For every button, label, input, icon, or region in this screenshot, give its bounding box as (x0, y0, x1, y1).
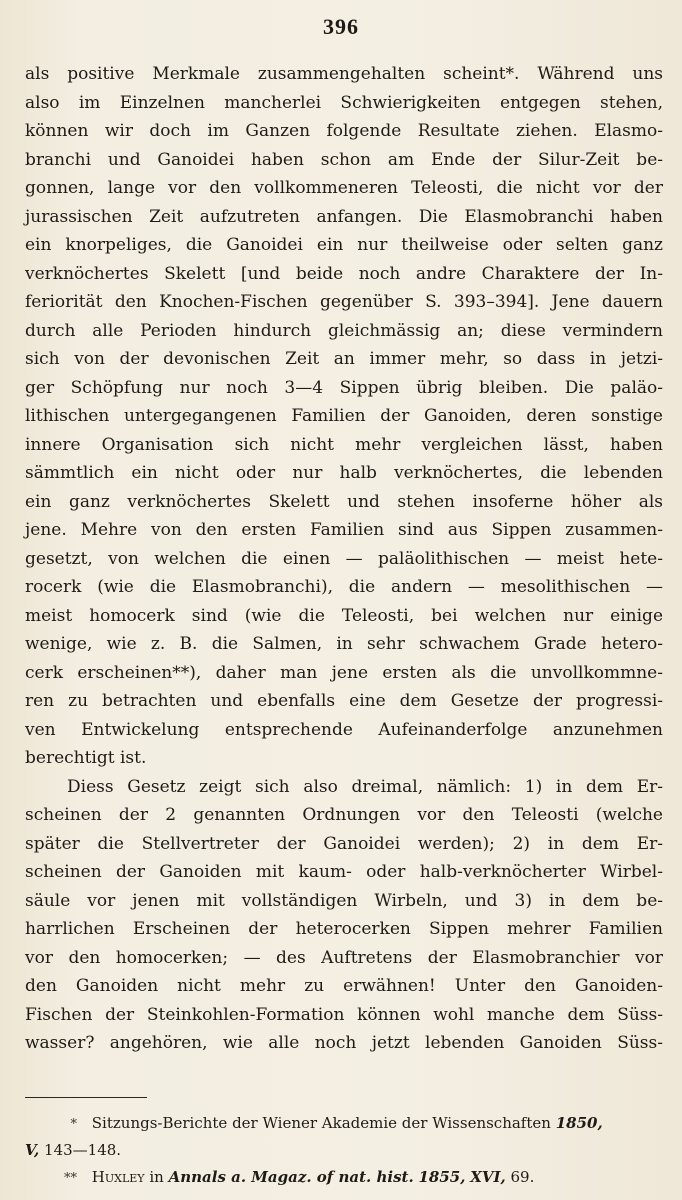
text-line: als positive Merkmale zusammengehalten scheint*. Während uns (25, 64, 663, 84)
text-line: lithischen untergegangenen Familien der Ganoiden, deren sonstige (25, 406, 663, 426)
footnote-1 (25, 1110, 663, 1137)
text-line: vor den homocerken; — des Auftretens der Elasmobranchier vor (25, 947, 663, 968)
footnote-in: in (149, 1168, 164, 1186)
text-line: ger Schöpfung nur noch 3—4 Sippen übrig bleiben. Die paläo- (25, 377, 663, 398)
footnote-journal: Annals a. Magaz. of nat. hist. (168, 1168, 414, 1186)
body-text (25, 60, 663, 1058)
footnote-author: Huxley (91, 1168, 145, 1186)
text-line: ein knorpeliges, die Ganoidei ein nur theilweise oder selten ganz (25, 235, 663, 255)
text-line: ren zu betrachten und ebenfalls eine dem Gesetze der progressi- (25, 691, 663, 711)
text-line: also im Einzelnen mancherlei Schwierigkeiten entgegen stehen, (25, 92, 663, 113)
footnote-text: Sitzungs-Berichte der Wiener Akademie der Wissenschaften (91, 1114, 551, 1132)
text-line: harrlichen Erscheinen der heterocerken Sippen mehrer Familien (25, 919, 663, 939)
text-line: scheinen der Ganoiden mit kaum- oder halb-verknöcherter Wirbel- (25, 862, 663, 882)
text-line: innere Organisation sich nicht mehr vergleichen lässt, haben (25, 434, 663, 455)
text-line: durch alle Perioden hindurch gleichmässig an; diese vermindern (25, 320, 663, 341)
page-number: 396 (323, 14, 359, 39)
text-line: scheinen der 2 genannten Ordnungen vor den Teleosti (welche (25, 805, 663, 825)
text-line: gonnen, lange vor den vollkommeneren Teleosti, die nicht vor der (25, 178, 663, 198)
text-line: den Ganoiden nicht mehr zu erwähnen! Unter den Ganoiden- (25, 976, 663, 996)
text-line: gesetzt, von welchen die einen — paläolithischen — meist hete- (25, 548, 663, 569)
text-line: säule vor jenen mit vollständigen Wirbeln, und 3) in dem be- (25, 890, 663, 911)
text-line: feriorität den Knochen-Fischen gegenüber S. 393–394]. Jene dauern (25, 292, 663, 312)
footnote-page: 69. (510, 1168, 535, 1186)
footnote-year: 1850, (555, 1114, 603, 1132)
text-line: sich von der devonischen Zeit an immer mehr, so dass in jetzi- (25, 349, 663, 369)
text-line: ein ganz verknöchertes Skelett und stehen insoferne höher als (25, 491, 663, 512)
text-line: meist homocerk sind (wie die Teleosti, bei welchen nur einige (25, 605, 663, 626)
footnote-year: 1855, (418, 1168, 466, 1186)
text-line: branchi und Ganoidei haben schon am Ende der Silur-Zeit be- (25, 149, 663, 170)
text-line: können wir doch im Ganzen folgende Resultate ziehen. Elasmo- (25, 121, 663, 141)
footnote-1-continuation (25, 1137, 663, 1164)
footnote-volume: XVI, (470, 1168, 506, 1186)
text-line: Fischen der Steinkohlen-Formation können wohl manche dem Süss- (25, 1004, 663, 1025)
text-line: jene. Mehre von den ersten Familien sind aus Sippen zusammen- (25, 520, 663, 540)
text-line: jurassischen Zeit aufzutreten anfangen. Die Elasmobranchi haben (25, 206, 663, 227)
footnote-mark: ** (64, 1171, 77, 1186)
text-line: wenige, wie z. B. die Salmen, in sehr schwachem Grade hetero- (25, 634, 663, 654)
footnote-mark: * (70, 1117, 77, 1132)
footnote-volume: V, (25, 1141, 40, 1159)
text-line: ven Entwickelung entsprechende Aufeinanderfolge anzunehmen (25, 719, 663, 740)
footnote-divider (25, 1097, 147, 1098)
text-line: cerk erscheinen**), daher man jene ersten als die unvollkommne- (25, 662, 663, 683)
footnote-pages: 143—148. (44, 1141, 122, 1159)
footnote-2 (25, 1164, 663, 1191)
text-line: berechtigt ist. (25, 748, 147, 768)
paragraph-start-line: Diess Gesetz zeigt sich also dreimal, nämlich: 1) in dem Er- (67, 776, 663, 797)
text-line: später die Stellvertreter der Ganoidei werden); 2) in dem Er- (25, 833, 663, 854)
text-line: verknöchertes Skelett [und beide noch andre Charaktere der In- (25, 263, 663, 284)
text-line: wasser? angehören, wie alle noch jetzt lebenden Ganoiden Süss- (25, 1033, 663, 1053)
footnotes (25, 1110, 663, 1191)
text-line: sämmtlich ein nicht oder nur halb verknöchertes, die lebenden (25, 463, 663, 483)
text-line: rocerk (wie die Elasmobranchi), die andern — mesolithischen — (25, 577, 663, 597)
